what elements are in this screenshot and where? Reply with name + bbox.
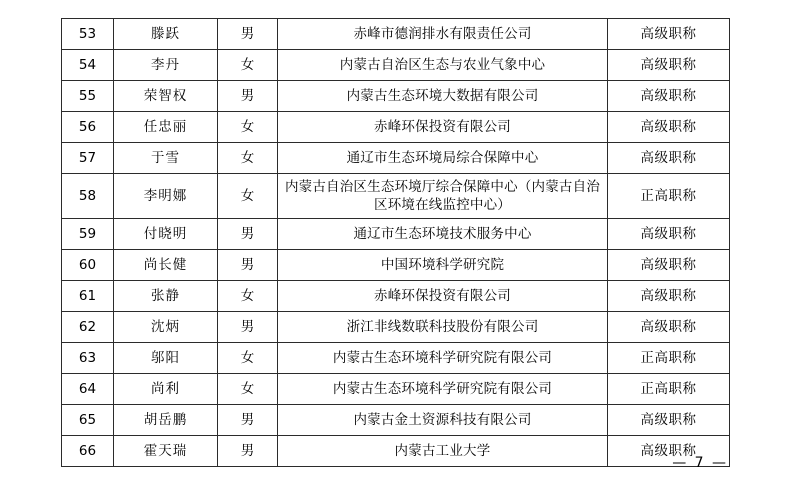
cell-sequence: 53 [62, 19, 114, 50]
table-row [62, 405, 730, 436]
cell-name: 邬阳 [114, 343, 218, 374]
table-row [62, 374, 730, 405]
cell-title-level: 正高职称 [608, 343, 730, 374]
cell-gender: 男 [218, 81, 278, 112]
table-row [62, 81, 730, 112]
cell-title-level: 高级职称 [608, 112, 730, 143]
cell-work-unit: 内蒙古生态环境科学研究院有限公司 [278, 343, 608, 374]
cell-name: 霍天瑞 [114, 436, 218, 467]
personnel-table [61, 18, 730, 467]
cell-name: 任忠丽 [114, 112, 218, 143]
table-body [62, 19, 730, 467]
cell-name: 李丹 [114, 50, 218, 81]
cell-gender: 女 [218, 374, 278, 405]
cell-work-unit: 内蒙古金土资源科技有限公司 [278, 405, 608, 436]
cell-work-unit: 赤峰市德润排水有限责任公司 [278, 19, 608, 50]
cell-gender: 男 [218, 312, 278, 343]
cell-gender: 男 [218, 19, 278, 50]
cell-work-unit: 内蒙古生态环境科学研究院有限公司 [278, 374, 608, 405]
cell-work-unit: 浙江非线数联科技股份有限公司 [278, 312, 608, 343]
cell-title-level: 高级职称 [608, 312, 730, 343]
cell-name: 尚长健 [114, 250, 218, 281]
cell-name: 荣智权 [114, 81, 218, 112]
cell-title-level: 正高职称 [608, 374, 730, 405]
cell-sequence: 57 [62, 143, 114, 174]
table-row [62, 19, 730, 50]
table-row [62, 281, 730, 312]
cell-title-level: 高级职称 [608, 143, 730, 174]
cell-sequence: 66 [62, 436, 114, 467]
cell-name: 沈炳 [114, 312, 218, 343]
cell-sequence: 58 [62, 174, 114, 219]
cell-title-level: 高级职称 [608, 19, 730, 50]
cell-gender: 女 [218, 143, 278, 174]
cell-name: 于雪 [114, 143, 218, 174]
cell-gender: 男 [218, 219, 278, 250]
cell-gender: 女 [218, 50, 278, 81]
cell-sequence: 55 [62, 81, 114, 112]
cell-title-level: 正高职称 [608, 174, 730, 219]
cell-name: 滕跃 [114, 19, 218, 50]
cell-gender: 女 [218, 174, 278, 219]
table-row [62, 112, 730, 143]
cell-name: 尚利 [114, 374, 218, 405]
cell-sequence: 60 [62, 250, 114, 281]
table-row [62, 174, 730, 219]
cell-gender: 男 [218, 436, 278, 467]
cell-title-level: 高级职称 [608, 281, 730, 312]
table-row [62, 343, 730, 374]
cell-gender: 男 [218, 405, 278, 436]
cell-name: 张静 [114, 281, 218, 312]
table-row [62, 436, 730, 467]
cell-sequence: 54 [62, 50, 114, 81]
cell-sequence: 63 [62, 343, 114, 374]
table-row [62, 219, 730, 250]
table-row [62, 143, 730, 174]
cell-work-unit: 赤峰环保投资有限公司 [278, 112, 608, 143]
cell-name: 胡岳鹏 [114, 405, 218, 436]
cell-title-level: 高级职称 [608, 436, 730, 467]
table-row [62, 50, 730, 81]
table-row [62, 250, 730, 281]
cell-gender: 女 [218, 281, 278, 312]
cell-work-unit: 内蒙古自治区生态环境厅综合保障中心（内蒙古自治区环境在线监控中心） [278, 174, 608, 219]
cell-sequence: 64 [62, 374, 114, 405]
cell-sequence: 59 [62, 219, 114, 250]
table-row [62, 312, 730, 343]
cell-title-level: 高级职称 [608, 250, 730, 281]
cell-gender: 女 [218, 112, 278, 143]
cell-work-unit: 内蒙古生态环境大数据有限公司 [278, 81, 608, 112]
cell-work-unit: 通辽市生态环境局综合保障中心 [278, 143, 608, 174]
cell-title-level: 高级职称 [608, 219, 730, 250]
cell-work-unit: 内蒙古自治区生态与农业气象中心 [278, 50, 608, 81]
cell-work-unit: 中国环境科学研究院 [278, 250, 608, 281]
cell-work-unit: 赤峰环保投资有限公司 [278, 281, 608, 312]
cell-gender: 女 [218, 343, 278, 374]
cell-title-level: 高级职称 [608, 405, 730, 436]
cell-sequence: 61 [62, 281, 114, 312]
page-number: — 7 — [672, 455, 728, 471]
cell-gender: 男 [218, 250, 278, 281]
cell-name: 李明娜 [114, 174, 218, 219]
cell-sequence: 62 [62, 312, 114, 343]
cell-name: 付晓明 [114, 219, 218, 250]
cell-sequence: 56 [62, 112, 114, 143]
cell-title-level: 高级职称 [608, 50, 730, 81]
cell-work-unit: 内蒙古工业大学 [278, 436, 608, 467]
cell-sequence: 65 [62, 405, 114, 436]
cell-title-level: 高级职称 [608, 81, 730, 112]
cell-work-unit: 通辽市生态环境技术服务中心 [278, 219, 608, 250]
